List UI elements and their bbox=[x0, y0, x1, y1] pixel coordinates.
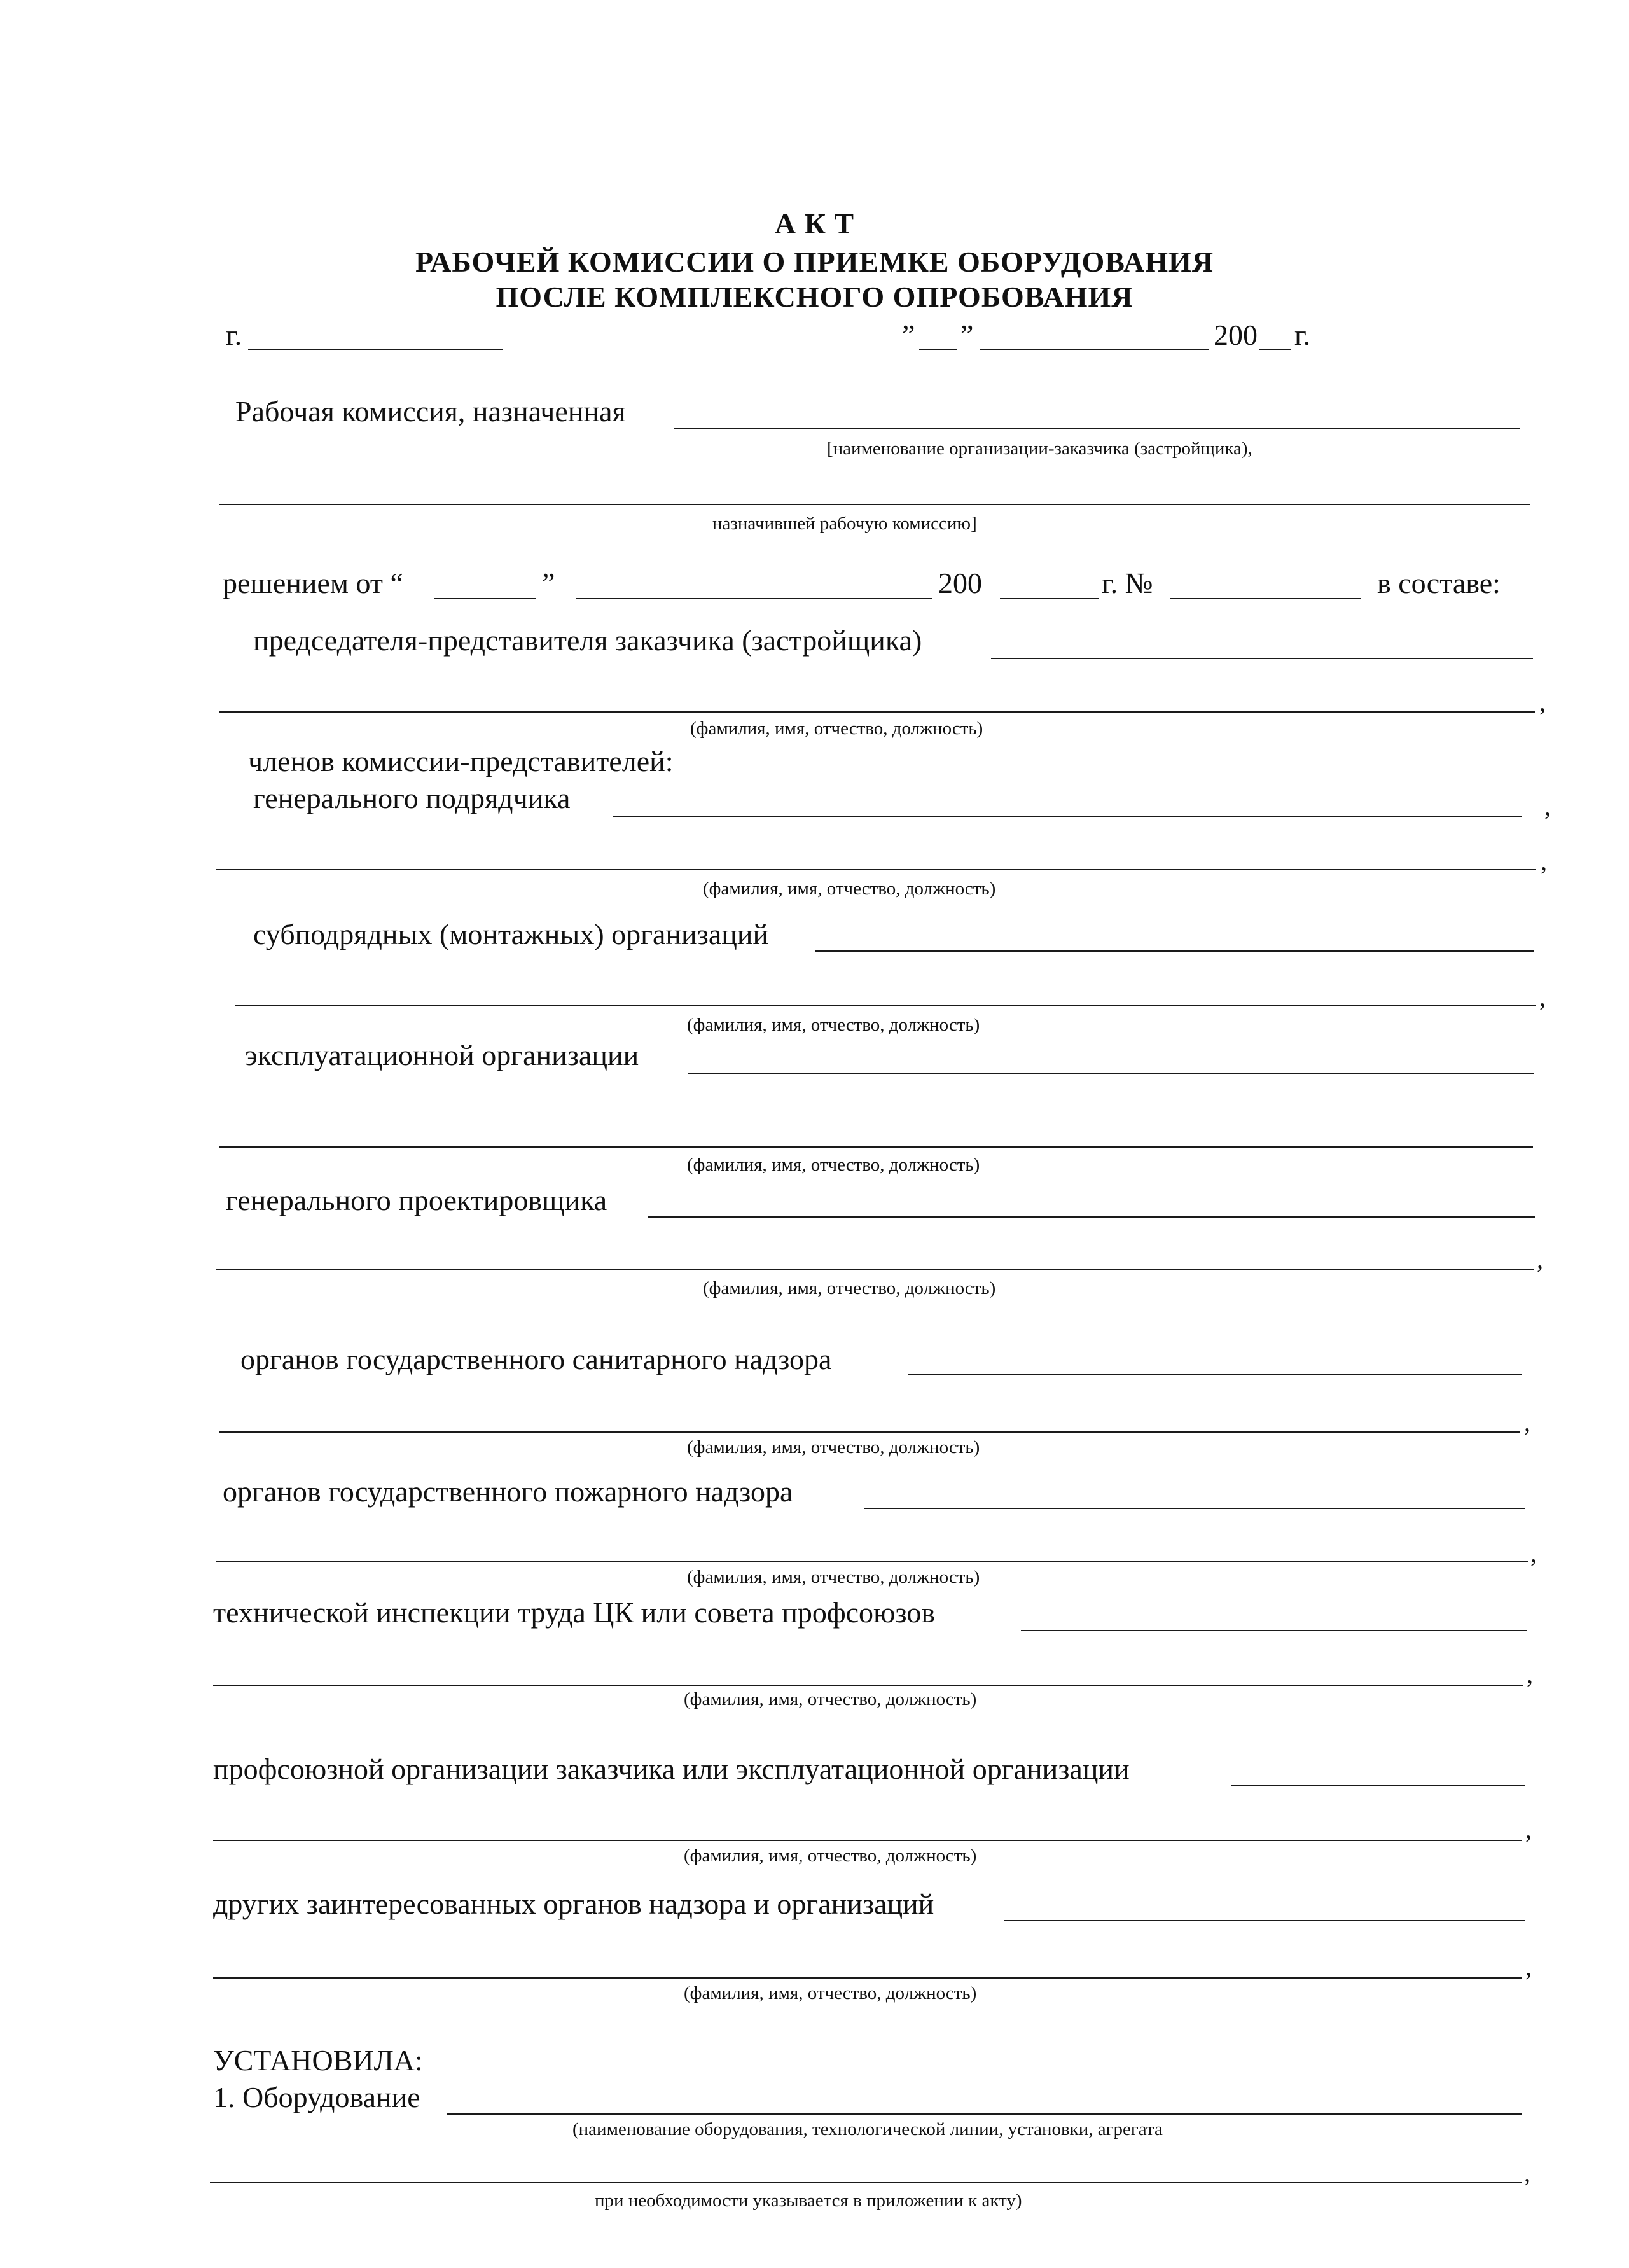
decision-prefix: решением от “ bbox=[223, 567, 403, 599]
general-designer-fio-comma: , bbox=[1537, 1245, 1543, 1274]
trade-union-field[interactable] bbox=[1231, 1785, 1525, 1786]
equipment-caption-2: при необходимости указывается в приложении к акту) bbox=[595, 2190, 1022, 2211]
findings-heading: УСТАНОВИЛА: bbox=[213, 2044, 423, 2077]
commission-lead: Рабочая комиссия, назначенная bbox=[235, 395, 626, 428]
general-contractor-fio-caption: (фамилия, имя, отчество, должность) bbox=[703, 879, 996, 899]
fire-fio-comma: , bbox=[1530, 1539, 1537, 1568]
fire-fio-field[interactable] bbox=[216, 1561, 1528, 1562]
equipment-label: 1. Оборудование bbox=[213, 2081, 420, 2113]
date-year-prefix: 200 bbox=[1214, 319, 1258, 351]
date-month-field[interactable] bbox=[980, 349, 1209, 350]
others-fio-caption: (фамилия, имя, отчество, должность) bbox=[684, 1983, 977, 2003]
chairman-field[interactable] bbox=[991, 658, 1533, 659]
date-year-suffix: г. bbox=[1294, 319, 1311, 351]
chairman-label: председателя-представителя заказчика (застройщика) bbox=[253, 624, 922, 657]
chairman-fio-caption: (фамилия, имя, отчество, должность) bbox=[690, 718, 983, 739]
equipment-caption-1: (наименование оборудования, технологической линии, установки, агрегата bbox=[572, 2119, 1163, 2139]
general-contractor-fio-comma: , bbox=[1541, 847, 1547, 875]
operating-org-label: эксплуатационной организации bbox=[245, 1039, 639, 1071]
operating-org-field[interactable] bbox=[688, 1073, 1534, 1074]
trade-union-fio-comma: , bbox=[1525, 1815, 1532, 1844]
subcontractors-fio-field[interactable] bbox=[235, 1005, 1536, 1006]
document-subtitle-1: РАБОЧЕЙ КОМИССИИ О ПРИЕМКЕ ОБОРУДОВАНИЯ bbox=[415, 246, 1214, 278]
city-field[interactable] bbox=[248, 349, 503, 350]
decision-month-field[interactable] bbox=[576, 598, 932, 599]
general-designer-fio-caption: (фамилия, имя, отчество, должность) bbox=[703, 1278, 996, 1298]
decision-year-prefix: 200 bbox=[938, 567, 982, 599]
sanitary-fio-caption: (фамилия, имя, отчество, должность) bbox=[687, 1437, 980, 1458]
decision-year-field[interactable] bbox=[1000, 598, 1099, 599]
general-contractor-fio-field[interactable] bbox=[216, 869, 1536, 870]
others-fio-comma: , bbox=[1525, 1952, 1532, 1981]
sanitary-label: органов государственного санитарного надзора bbox=[240, 1343, 832, 1375]
trade-union-fio-caption: (фамилия, имя, отчество, должность) bbox=[684, 1846, 977, 1866]
date-close-quote: ” bbox=[960, 319, 974, 351]
labor-inspection-fio-comma: , bbox=[1527, 1660, 1533, 1688]
subcontractors-label: субподрядных (монтажных) организаций bbox=[253, 918, 769, 950]
general-designer-fio-field[interactable] bbox=[216, 1269, 1534, 1270]
composition-label: в составе: bbox=[1377, 567, 1501, 599]
trade-union-fio-field[interactable] bbox=[213, 1840, 1522, 1841]
general-contractor-label: генерального подрядчика bbox=[253, 782, 571, 814]
members-heading: членов комиссии-представителей: bbox=[248, 745, 674, 777]
operating-org-fio-field[interactable] bbox=[219, 1146, 1533, 1148]
general-designer-field[interactable] bbox=[648, 1216, 1535, 1218]
chairman-comma: , bbox=[1539, 688, 1546, 716]
fire-field[interactable] bbox=[864, 1508, 1525, 1509]
document-title: А К Т bbox=[774, 207, 855, 240]
appointing-org-caption-2: назначившей рабочую комиссию] bbox=[712, 513, 977, 534]
sanitary-field[interactable] bbox=[908, 1374, 1522, 1375]
date-day-field[interactable] bbox=[919, 349, 957, 350]
appointing-org-field[interactable] bbox=[674, 428, 1520, 429]
decision-day-field[interactable] bbox=[434, 598, 536, 599]
chairman-fio-field[interactable] bbox=[219, 711, 1535, 713]
document-subtitle-2: ПОСЛЕ КОМПЛЕКСНОГО ОПРОБОВАНИЯ bbox=[496, 281, 1133, 313]
others-fio-field[interactable] bbox=[213, 1977, 1522, 1979]
equipment-field[interactable] bbox=[447, 2113, 1522, 2115]
general-contractor-field[interactable] bbox=[613, 816, 1522, 817]
appointing-org-field-2[interactable] bbox=[219, 504, 1530, 505]
operating-org-fio-caption: (фамилия, имя, отчество, должность) bbox=[687, 1155, 980, 1175]
date-year-field[interactable] bbox=[1259, 349, 1291, 350]
labor-inspection-fio-field[interactable] bbox=[213, 1685, 1523, 1686]
decision-number-label: г. № bbox=[1102, 567, 1153, 599]
sanitary-fio-field[interactable] bbox=[219, 1431, 1520, 1433]
sanitary-fio-comma: , bbox=[1524, 1408, 1530, 1437]
decision-number-field[interactable] bbox=[1170, 598, 1361, 599]
fire-label: органов государственного пожарного надзора bbox=[223, 1475, 793, 1508]
labor-inspection-fio-caption: (фамилия, имя, отчество, должность) bbox=[684, 1689, 977, 1709]
general-designer-label: генерального проектировщика bbox=[226, 1184, 607, 1216]
appointing-org-caption: [наименование организации-заказчика (застройщика), bbox=[827, 438, 1252, 459]
city-prefix: г. bbox=[226, 319, 242, 351]
labor-inspection-label: технической инспекции труда ЦК или совета профсоюзов bbox=[213, 1596, 936, 1629]
decision-close-quote: ” bbox=[542, 567, 555, 599]
others-field[interactable] bbox=[1004, 1920, 1525, 1921]
equipment-field-2[interactable] bbox=[210, 2182, 1522, 2183]
trade-union-label: профсоюзной организации заказчика или эксплуатационной организации bbox=[213, 1753, 1130, 1785]
date-open-quote: ” bbox=[902, 319, 915, 351]
others-label: других заинтересованных органов надзора и организаций bbox=[213, 1888, 934, 1920]
general-contractor-comma: , bbox=[1544, 792, 1551, 821]
equipment-comma: , bbox=[1524, 2159, 1530, 2187]
fire-fio-caption: (фамилия, имя, отчество, должность) bbox=[687, 1567, 980, 1587]
labor-inspection-field[interactable] bbox=[1021, 1630, 1527, 1631]
subcontractors-fio-comma: , bbox=[1539, 983, 1546, 1012]
subcontractors-field[interactable] bbox=[815, 950, 1534, 952]
subcontractors-fio-caption: (фамилия, имя, отчество, должность) bbox=[687, 1015, 980, 1035]
